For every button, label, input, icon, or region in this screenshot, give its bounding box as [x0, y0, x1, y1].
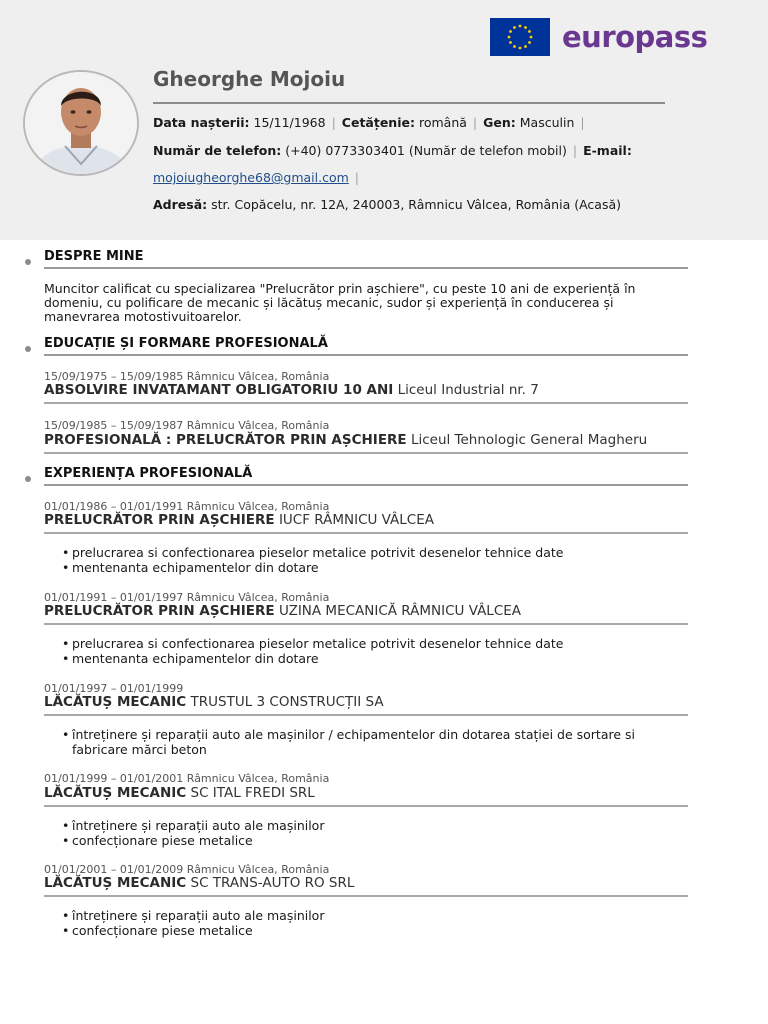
name-divider	[153, 102, 665, 104]
experience-bullets	[62, 728, 682, 757]
experience-bullets	[62, 909, 324, 938]
contact-info-line	[153, 143, 632, 158]
experience-title	[44, 603, 521, 619]
education-institution: Liceul Tehnologic General Magheru	[410, 432, 648, 448]
entry-divider	[44, 714, 688, 716]
experience-position: LĂCĂTUȘ MECANIC	[44, 694, 187, 710]
section-bullet	[25, 476, 31, 482]
gender-value: Masculin	[519, 115, 575, 130]
education-institution: Liceul Industrial nr. 7	[397, 382, 539, 398]
experience-position: LĂCĂTUȘ MECANIC	[44, 785, 187, 801]
cv-header	[0, 0, 768, 240]
entry-divider	[44, 805, 688, 807]
entry-divider	[44, 452, 688, 454]
personal-info-line	[153, 115, 591, 130]
experience-title	[44, 875, 354, 891]
list-item: • mentenanta echipamentelor din dotare	[62, 652, 564, 667]
about-text: Muncitor calificat cu specializarea "Prelucrător prin așchiere", cu peste 10 ani de experiență în domeniu, cu polificare de mecanic și lăcătuș mecanic, sudor și experiență în conducerea și manevrarea motostivuitoarelor.	[44, 281, 636, 324]
profile-photo	[23, 70, 139, 176]
list-item: • prelucrarea si confectionarea pieselor metalice potrivit desenelor tehnice date	[62, 546, 564, 561]
citizenship-label: Cetățenie:	[341, 115, 415, 130]
separator: |	[331, 115, 336, 130]
birth-value: 15/11/1968	[253, 115, 326, 130]
separator: |	[354, 170, 360, 185]
birth-label: Data nașterii:	[153, 115, 250, 130]
address-line	[153, 197, 621, 212]
phone-value[interactable]: (+40) 0773303401 (Număr de telefon mobil)	[285, 143, 567, 158]
list-item: • confecționare piese metalice	[62, 924, 324, 939]
experience-title	[44, 512, 434, 528]
list-item: • întreținere și reparații auto ale mașinilor	[62, 909, 324, 924]
experience-employer: TRUSTUL 3 CONSTRUCȚII SA	[190, 694, 384, 710]
list-item: • confecționare piese metalice	[62, 834, 324, 849]
experience-meta: 01/01/1986 – 01/01/1991 Râmnicu Vâlcea, România	[44, 500, 330, 513]
section-title-education: EDUCAȚIE ȘI FORMARE PROFESIONALĂ	[44, 336, 328, 351]
experience-employer: SC TRANS-AUTO RO SRL	[190, 875, 355, 891]
citizenship-value: română	[418, 115, 467, 130]
entry-divider	[44, 895, 688, 897]
experience-meta: 01/01/2001 – 01/01/2009 Râmnicu Vâlcea, România	[44, 863, 330, 876]
address-label: Adresă:	[153, 197, 208, 212]
entry-divider	[44, 532, 688, 534]
experience-position: PRELUCRĂTOR PRIN AȘCHIERE	[44, 512, 275, 528]
experience-position: LĂCĂTUȘ MECANIC	[44, 875, 187, 891]
experience-bullets	[62, 637, 564, 666]
education-title	[44, 382, 539, 398]
section-title-about: DESPRE MINE	[44, 249, 144, 264]
experience-bullets	[62, 819, 324, 848]
experience-bullets	[62, 546, 564, 575]
education-title	[44, 432, 647, 448]
section-divider	[44, 484, 688, 486]
section-bullet	[25, 346, 31, 352]
education-degree: ABSOLVIRE INVATAMANT OBLIGATORIU 10 ANI	[44, 382, 394, 398]
education-degree: PROFESIONALĂ : PRELUCRĂTOR PRIN AȘCHIERE	[44, 432, 407, 448]
phone-label: Număr de telefon:	[153, 143, 282, 158]
separator: |	[572, 143, 578, 158]
experience-meta: 01/01/1991 – 01/01/1997 Râmnicu Vâlcea, România	[44, 591, 330, 604]
list-item: • mentenanta echipamentelor din dotare	[62, 561, 564, 576]
experience-title	[44, 785, 315, 801]
address-value: str. Copăcelu, nr. 12A, 240003, Râmnicu Vâlcea, România (Acasă)	[211, 197, 622, 212]
education-meta: 15/09/1985 – 15/09/1987 Râmnicu Vâlcea, România	[44, 419, 330, 432]
education-meta: 15/09/1975 – 15/09/1985 Râmnicu Vâlcea, România	[44, 370, 330, 383]
email-link[interactable]: mojoiugheorghe68@gmail.com	[153, 170, 349, 185]
email-line	[153, 170, 365, 185]
person-name: Gheorghe Mojoiu	[153, 67, 346, 91]
separator: |	[580, 115, 585, 130]
experience-employer: IUCF RÂMNICU VÂLCEA	[278, 512, 434, 528]
experience-employer: UZINA MECANICĂ RÂMNICU VÂLCEA	[278, 603, 522, 619]
email-label: E-mail:	[583, 143, 632, 158]
experience-meta: 01/01/1999 – 01/01/2001 Râmnicu Vâlcea, România	[44, 772, 330, 785]
europass-logo	[490, 18, 707, 56]
list-item: • întreținere și reparații auto ale mașinilor / echipamentelor din dotarea stației de sortare si fabricare mărci beton	[62, 728, 682, 757]
experience-employer: SC ITAL FREDI SRL	[190, 785, 315, 801]
gender-label: Gen:	[483, 115, 516, 130]
list-item: • prelucrarea si confectionarea pieselor metalice potrivit desenelor tehnice date	[62, 637, 564, 652]
section-bullet	[25, 259, 31, 265]
experience-title	[44, 694, 384, 710]
europass-wordmark: europass	[562, 20, 708, 54]
entry-divider	[44, 402, 688, 404]
eu-flag-icon	[490, 18, 550, 56]
section-divider	[44, 354, 688, 356]
list-item: • întreținere și reparații auto ale mașinilor	[62, 819, 324, 834]
experience-position: PRELUCRĂTOR PRIN AȘCHIERE	[44, 603, 275, 619]
experience-meta: 01/01/1997 – 01/01/1999	[44, 682, 184, 695]
separator: |	[472, 115, 478, 130]
entry-divider	[44, 623, 688, 625]
section-title-experience: EXPERIENȚA PROFESIONALĂ	[44, 466, 253, 481]
section-divider	[44, 267, 688, 269]
